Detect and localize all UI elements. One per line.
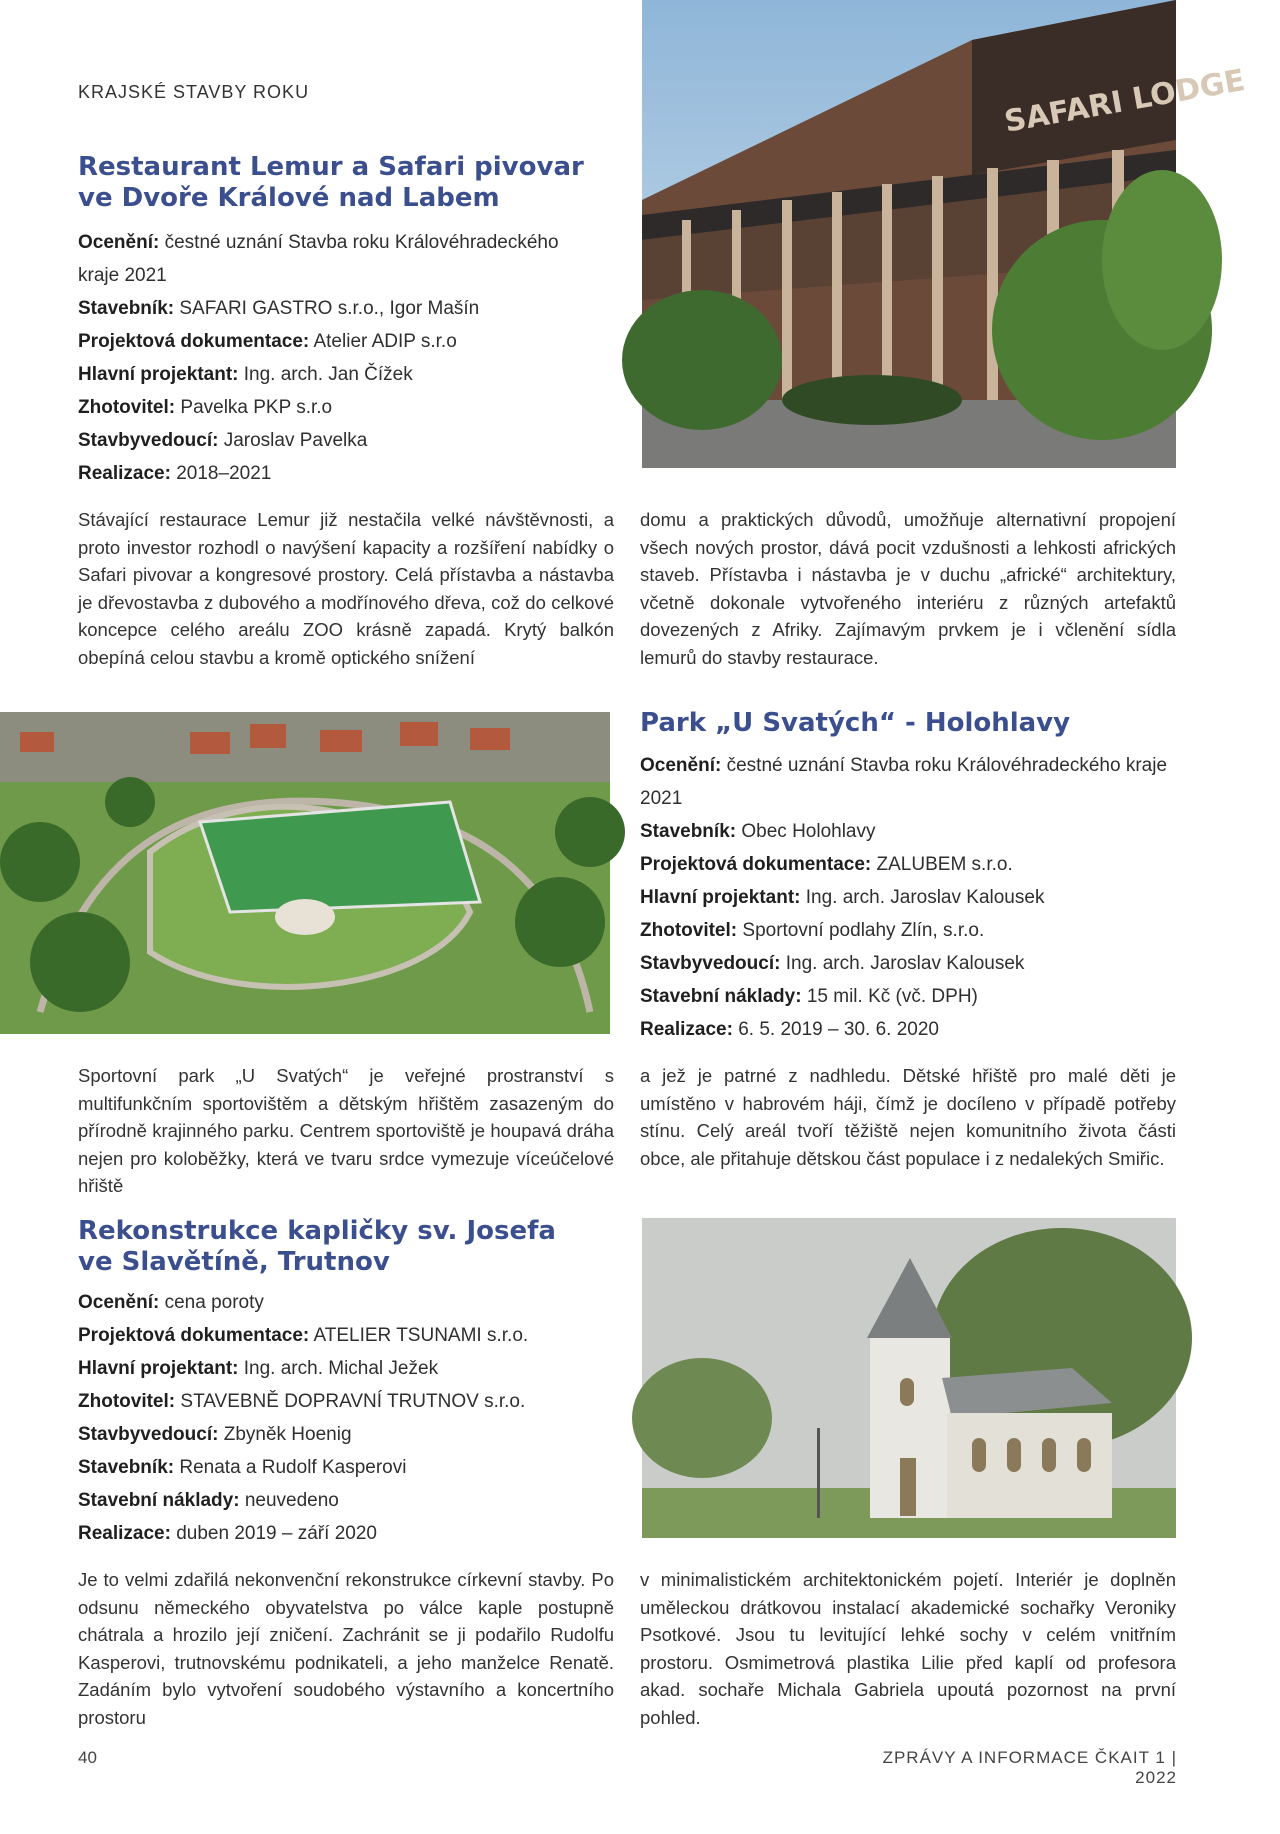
meta-value: čestné uznání Stavba roku Královéhradeckého kraje 2021	[78, 232, 559, 286]
meta-value: 6. 5. 2019 – 30. 6. 2020	[738, 1019, 939, 1040]
chapel-photo	[642, 1218, 1176, 1538]
article3-text-right: v minimalistickém architektonickém pojetí. Interiér je doplněn uměleckou drátkovou instalací akademické sochařky Veroniky Psotkové. Jsou tu levitující lehké sochy v celém vnitřním prostoru. Osmimetrová plastika Lilie před kaplí od profesora akad. sochaře Michala Gabriela upoutá pozornost na první pohled.	[640, 1569, 1176, 1728]
meta-label: Stavebník:	[640, 821, 737, 842]
meta-value: SAFARI GASTRO s.r.o., Igor Mašín	[179, 298, 480, 319]
meta-label: Stavbyvedoucí:	[640, 953, 781, 974]
meta-row	[78, 1418, 618, 1451]
meta-row	[78, 1451, 618, 1484]
meta-row	[640, 914, 1180, 947]
article3-text-left: Je to velmi zdařilá nekonvenční rekonstrukce církevní stavby. Po odsunu německého obyvatelstva po válce kaple postupně chátrala a hrozilo její zničení. Zachránit se ji podařilo Rudolfu Kasperovi, trutnovskému podnikateli, a jeho manželce Renatě. Zadáním bylo vytvoření soudobého výstavního a koncertního prostoru	[78, 1569, 614, 1728]
article3-title-line2: ve Slavětíně, Trutnov	[78, 1247, 390, 1277]
article2-title: Park „U Svatých“ - Holohlavy	[640, 708, 1071, 738]
meta-row	[78, 325, 598, 358]
meta-row	[78, 1352, 618, 1385]
safari-lodge-sign: SAFARI LODGE	[1001, 63, 1248, 140]
article2-text-left: Sportovní park „U Svatých“ je veřejné prostranství s multifunkčním sportovištěm a dětským hřištěm zasazeným do přírodně krajinného parku. Centrem sportoviště je houpavá dráha nejen pro koloběžky, která ve tvaru srdce vymezuje víceúčelové hřiště	[78, 1065, 614, 1196]
article1-meta	[78, 226, 598, 490]
meta-row	[78, 292, 598, 325]
meta-row	[78, 226, 598, 292]
meta-value: Ing. arch. Jaroslav Kalousek	[805, 887, 1045, 908]
meta-value: čestné uznání Stavba roku Královéhradeckého kraje 2021	[640, 755, 1168, 809]
meta-value: Renata a Rudolf Kasperovi	[179, 1457, 407, 1478]
article1-text-right: domu a praktických důvodů, umožňuje alternativní propojení všech nových prostor, dává pocit vzdušnosti a lehkosti afrických staveb. Přístavba i nástavba je v duchu „africké“ architektury, včetně dokonale vytvořeného interiéru z různých artefaktů dovezených z Afriky. Zajímavým prvkem je i včlenění sídla lemurů do stavby restaurace.	[640, 509, 1176, 668]
meta-row	[640, 947, 1180, 980]
meta-value: Zbyněk Hoenig	[223, 1424, 352, 1445]
meta-value: STAVEBNĚ DOPRAVNÍ TRUTNOV s.r.o.	[180, 1391, 526, 1412]
meta-label: Zhotovitel:	[78, 397, 176, 418]
meta-label: Zhotovitel:	[78, 1391, 176, 1412]
meta-label: Ocenění:	[78, 232, 160, 253]
meta-value: duben 2019 – září 2020	[176, 1523, 377, 1544]
meta-row	[78, 1286, 618, 1319]
meta-row	[78, 1484, 618, 1517]
meta-value: Atelier ADIP s.r.o	[313, 331, 457, 352]
meta-value: Sportovní podlahy Zlín, s.r.o.	[742, 920, 985, 941]
meta-row	[78, 1385, 618, 1418]
meta-label: Projektová dokumentace:	[78, 331, 310, 352]
page-number: 40	[78, 1748, 97, 1767]
article3-title	[78, 1216, 638, 1278]
park-aerial-photo	[0, 712, 610, 1034]
publication-name: ZPRÁVY A INFORMACE ČKAIT 1 | 2022	[882, 1748, 1177, 1787]
meta-label: Realizace:	[78, 463, 171, 484]
meta-value: 2018–2021	[176, 463, 272, 484]
meta-row	[640, 815, 1180, 848]
meta-row	[78, 391, 598, 424]
article2-meta	[640, 749, 1180, 1046]
article1-title	[78, 152, 638, 214]
meta-label: Stavební náklady:	[640, 986, 802, 1007]
meta-row	[78, 1319, 618, 1352]
meta-value: Ing. arch. Michal Ježek	[243, 1358, 439, 1379]
meta-row	[78, 424, 598, 457]
meta-label: Hlavní projektant:	[78, 1358, 239, 1379]
article3-title-line1: Rekonstrukce kapličky sv. Josefa	[78, 1216, 556, 1246]
meta-label: Stavebník:	[78, 298, 175, 319]
meta-label: Ocenění:	[640, 755, 722, 776]
meta-value: Obec Holohlavy	[741, 821, 876, 842]
meta-label: Stavebník:	[78, 1457, 175, 1478]
meta-label: Projektová dokumentace:	[640, 854, 872, 875]
meta-value: Ing. arch. Jaroslav Kalousek	[785, 953, 1025, 974]
meta-row	[640, 980, 1180, 1013]
meta-row	[78, 358, 598, 391]
meta-value: ATELIER TSUNAMI s.r.o.	[313, 1325, 529, 1346]
section-kicker: KRAJSKÉ STAVBY ROKU	[78, 82, 310, 102]
article2-text-right: a jež je patrné z nadhledu. Dětské hřiště pro malé děti je umístěno v habrovém háji, čímž je docíleno v případě potřeby stínu. Celý areál tvoří těžiště nejen komunitního života části obce, ale přitahuje dětskou část populace i z nedalekých Smiřic.	[640, 1065, 1176, 1169]
meta-label: Hlavní projektant:	[78, 364, 239, 385]
meta-label: Projektová dokumentace:	[78, 1325, 310, 1346]
meta-value: Pavelka PKP s.r.o	[180, 397, 333, 418]
meta-value: Jaroslav Pavelka	[223, 430, 368, 451]
meta-label: Hlavní projektant:	[640, 887, 801, 908]
restaurant-photo	[642, 0, 1248, 468]
meta-label: Stavbyvedoucí:	[78, 1424, 219, 1445]
meta-label: Ocenění:	[78, 1292, 160, 1313]
meta-label: Realizace:	[640, 1019, 733, 1040]
meta-row	[78, 457, 598, 490]
meta-label: Stavbyvedoucí:	[78, 430, 219, 451]
article3-meta	[78, 1286, 618, 1550]
article1-text-left: Stávající restaurace Lemur již nestačila velké návštěvnosti, a proto investor rozhodl o navýšení kapacity a rozšíření nabídky o Safari pivovar a kongresové prostory. Celá přístavba a nástavba je dřevostavba z dubového a modřínového dřeva, což do celkové koncepce celého areálu ZOO krásně zapadá. Krytý balkón obepíná celou stavbu a kromě optického snížení	[78, 509, 614, 668]
meta-value: cena poroty	[164, 1292, 264, 1313]
meta-row	[640, 1013, 1180, 1046]
meta-row	[640, 848, 1180, 881]
meta-value: neuvedeno	[244, 1490, 339, 1511]
article1-title-line2: ve Dvoře Králové nad Labem	[78, 183, 500, 213]
meta-label: Zhotovitel:	[640, 920, 738, 941]
meta-value: 15 mil. Kč (vč. DPH)	[806, 986, 978, 1007]
meta-value: ZALUBEM s.r.o.	[876, 854, 1013, 875]
meta-label: Realizace:	[78, 1523, 171, 1544]
meta-row	[78, 1517, 618, 1550]
meta-row	[640, 881, 1180, 914]
meta-value: Ing. arch. Jan Čížek	[243, 364, 413, 385]
meta-label: Stavební náklady:	[78, 1490, 240, 1511]
article1-title-line1: Restaurant Lemur a Safari pivovar	[78, 152, 584, 182]
meta-row	[640, 749, 1180, 815]
